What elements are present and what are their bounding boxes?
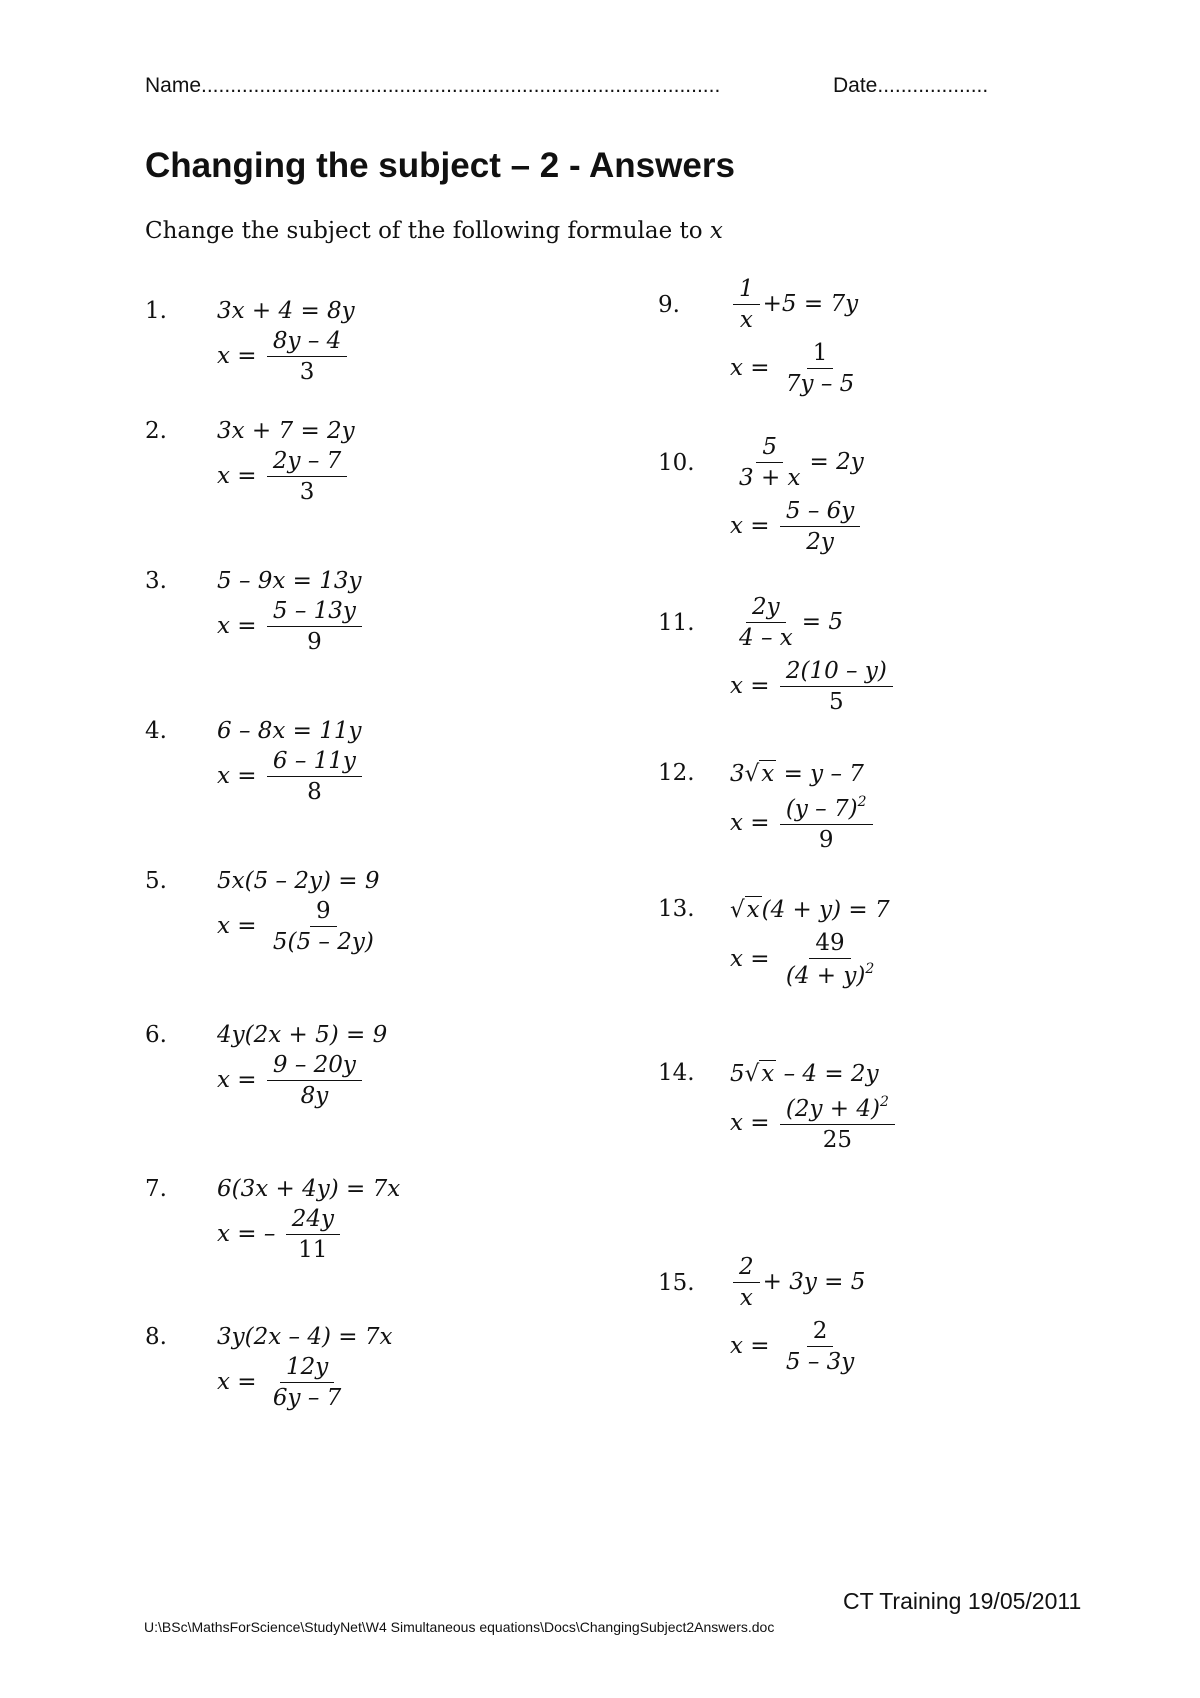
problem-7 [145,1176,545,1266]
answer-lhs: x = [730,1109,770,1136]
answer-lhs: x = [730,945,770,972]
sqrt-icon: √ [744,1061,760,1087]
question-prefix: 5 [730,1061,745,1087]
answer-denominator: (4 + y) [785,963,866,990]
answer-numerator: 9 [310,898,337,927]
problem-number: 10. [658,450,695,476]
problem-number: 11. [658,610,695,636]
problem-answer [217,1052,365,1110]
answer-lhs: x = [730,672,770,699]
problem-answer [217,748,365,806]
answer-lhs: x = [730,1332,770,1359]
question-prefix: 3 [730,761,745,787]
problem-number: 9. [658,292,680,318]
problem-number: 5. [145,868,167,894]
instruction [145,218,723,244]
answer-lhs: x = [217,912,257,939]
answer-lhs: x = [217,762,257,789]
problem-1 [145,298,545,388]
problem-number: 4. [145,718,167,744]
answer-numerator: 2(10 – y) [780,658,893,687]
name-line: Name......................................................................................... [145,74,721,97]
problem-equation: 4y(2x + 5) = 9 [217,1022,388,1048]
question-rest: + 3y = 5 [762,1268,866,1295]
radicand: x [746,897,760,923]
answer-numerator: (2y + 4) [785,1096,880,1122]
problem-answer [730,498,863,556]
problem-answer [730,930,883,990]
problem-3 [145,568,545,658]
answer-numerator: 8y – 4 [267,328,347,357]
sqrt-icon: √ [730,897,745,923]
question-denominator: 4 – x [739,625,793,652]
answer-denominator: 5 [829,689,844,716]
problem-equation [730,594,843,652]
sqrt-icon: √ [744,761,760,787]
problem-9 [658,276,1078,406]
answer-denominator: 6y – 7 [272,1385,342,1412]
answer-denominator: 9 [818,827,834,854]
question-numerator: 2 [733,1254,760,1283]
answer-numerator: 12y [280,1354,334,1383]
answer-numerator: 6 – 11y [267,748,362,777]
problem-equation [730,1254,865,1312]
problem-equation: 5x(5 – 2y) = 9 [217,868,380,894]
problem-answer [730,794,876,854]
answer-denominator: 8 [307,779,322,806]
problem-answer [730,340,863,398]
problem-equation: 3x + 4 = 8y [217,298,355,324]
answer-exponent: 2 [865,961,875,978]
question-rest: (4 + y) = 7 [761,897,890,923]
problem-number: 15. [658,1270,695,1296]
date-line: Date................... [833,74,989,97]
answer-exponent: 2 [857,794,867,810]
question-denominator: x [739,1285,753,1312]
problem-2 [145,418,545,508]
question-rest: = 5 [801,608,843,635]
question-rest: – 4 = 2y [776,1061,879,1087]
problem-equation [730,276,858,334]
answer-numerator: 49 [809,930,850,959]
page-title: Changing the subject – 2 - Answers [145,146,735,185]
answer-numerator: 5 – 6y [780,498,860,527]
problem-5 [145,868,545,958]
radicand: x [761,1061,775,1087]
problem-answer [217,1206,343,1264]
question-denominator: 3 + x [739,465,801,492]
problem-answer [217,328,350,386]
answer-numerator: 1 [807,340,834,369]
problem-equation [730,434,864,492]
answer-denominator: 8y [300,1083,329,1110]
problem-equation [730,760,864,787]
answer-denominator: 11 [298,1237,328,1264]
answer-numerator: 2 [807,1318,834,1347]
answer-lhs: x = [217,1368,257,1395]
answer-denominator: 3 [299,359,315,386]
problem-answer [730,1094,898,1154]
problem-equation: 6(3x + 4y) = 7x [217,1176,401,1202]
problem-number: 13. [658,896,695,922]
answer-numerator: 2y – 7 [267,448,347,477]
problem-answer [217,1354,350,1412]
answer-denominator: 5(5 – 2y) [272,929,374,956]
problem-4 [145,718,545,808]
problem-answer [730,1318,863,1376]
footer-ct-training: CT Training 19/05/2011 [843,1588,1082,1614]
problem-answer [730,658,896,716]
answer-lhs: x = [217,342,257,369]
problem-6 [145,1022,545,1112]
question-numerator: 1 [733,276,760,305]
problem-equation [730,1060,879,1087]
problem-number: 1. [145,298,167,324]
problem-14 [658,1060,1078,1180]
answer-denominator: 9 [307,629,322,656]
problem-15 [658,1254,1078,1384]
radicand: x [761,761,775,787]
answer-lhs: x = [217,1066,257,1093]
answer-lhs: x = – [217,1220,276,1247]
problem-equation: 3y(2x – 4) = 7x [217,1324,393,1350]
answer-denominator: 7y – 5 [785,371,855,398]
problem-number: 12. [658,760,695,786]
question-rest: = 2y [809,448,864,475]
question-rest: +5 = 7y [762,290,859,317]
question-numerator: 2y [746,594,786,623]
answer-denominator: 2y [806,529,834,556]
problem-answer [217,898,383,956]
problem-number: 8. [145,1324,167,1350]
problem-number: 3. [145,568,167,594]
answer-lhs: x = [217,462,257,489]
problem-equation: 5 – 9x = 13y [217,568,362,594]
problem-number: 7. [145,1176,167,1202]
answer-numerator: 24y [286,1206,340,1235]
problem-8 [145,1324,545,1414]
problem-13 [658,896,1078,1016]
question-denominator: x [739,307,753,334]
answer-numerator: 5 – 13y [267,598,362,627]
answer-denominator: 5 – 3y [785,1349,855,1376]
answer-lhs: x = [217,612,257,639]
answer-lhs: x = [730,809,770,836]
answer-numerator: 9 – 20y [267,1052,362,1081]
problem-number: 2. [145,418,167,444]
problem-10 [658,434,1078,564]
answer-lhs: x = [730,354,770,381]
problem-answer [217,598,365,656]
answer-lhs: x = [730,512,770,539]
question-rest: = y – 7 [776,761,864,787]
answer-denominator: 3 [299,479,315,506]
problem-number: 14. [658,1060,695,1086]
problem-equation [730,896,890,923]
problem-equation: 3x + 7 = 2y [217,418,355,444]
problem-12 [658,760,1078,870]
instruction-text: Change the subject of the following formulae to [145,218,710,244]
question-numerator: 5 [756,434,783,463]
footer-file-path: U:\BSc\MathsForScience\StudyNet\W4 Simultaneous equations\Docs\ChangingSubject2Answers.doc [144,1619,775,1635]
instruction-variable: x [709,218,723,244]
problem-11 [658,594,1078,724]
problem-number: 6. [145,1022,167,1048]
problem-equation: 6 – 8x = 11y [217,718,362,744]
answer-numerator: (y – 7) [785,796,858,822]
answer-exponent: 2 [879,1094,889,1110]
answer-denominator: 25 [822,1127,853,1154]
problem-answer [217,448,350,506]
